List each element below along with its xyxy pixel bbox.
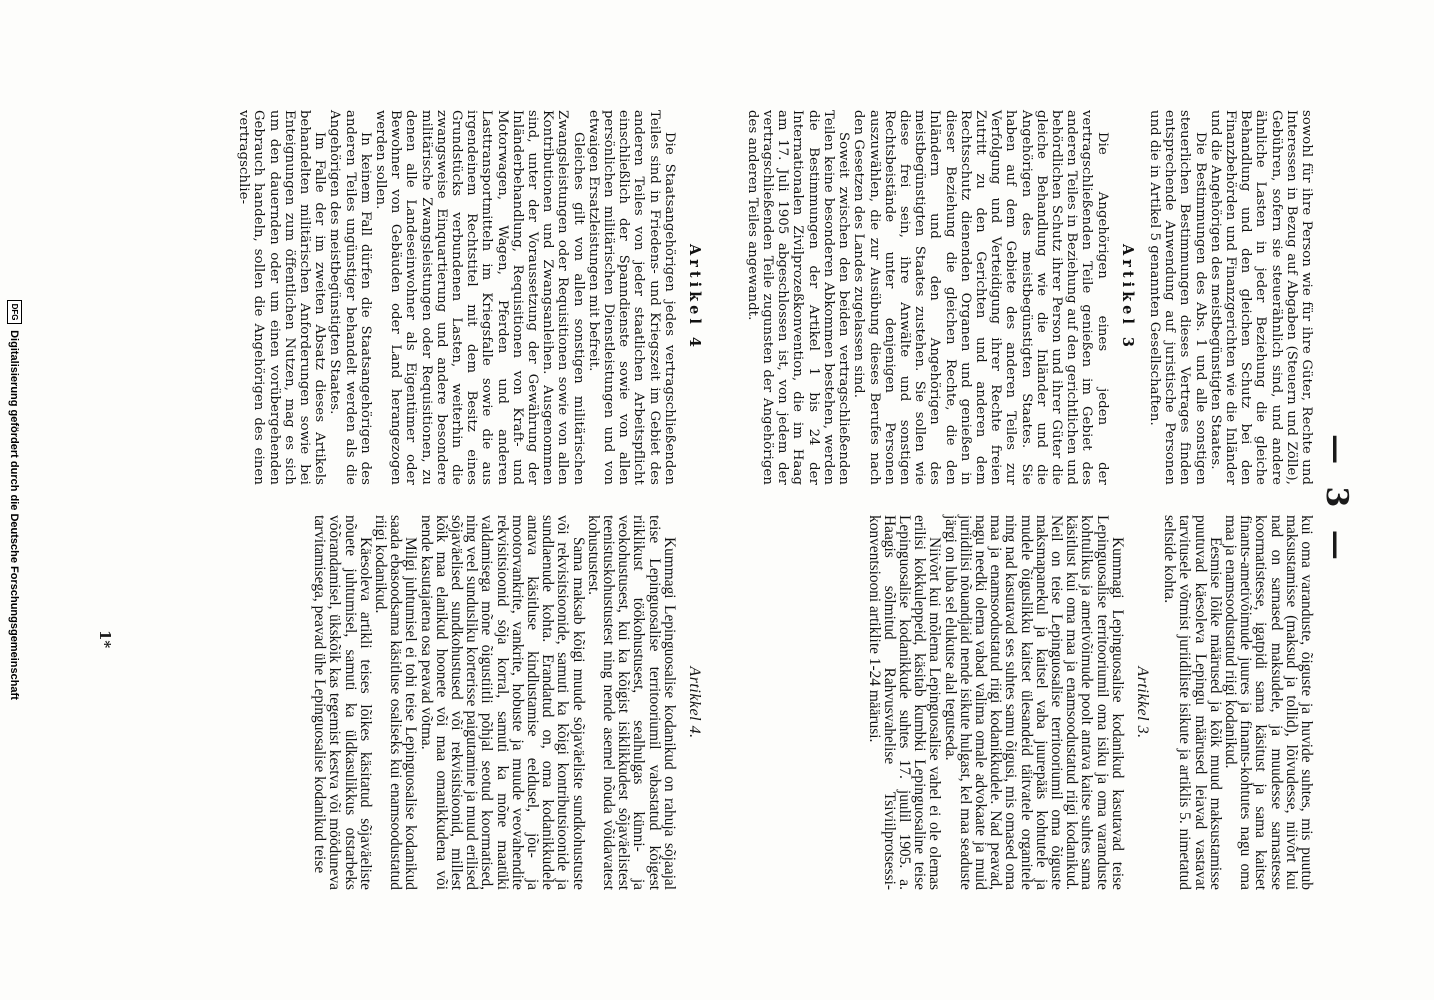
paragraph: Kummagi Lepinguosalise kodanikud on rahuja sõjaajal teise Lepinguosalise territooriumil vabastatud kõigest riiklikust töökohustusest, sealhulgas künni- ja veokohustusest, kui ka kõigist isiklikkudest sõjaväelistest teenistuskohustustest ning nende asemel nõuda võidavatest kohustustest.: [584, 515, 678, 890]
page-number: — 3 —: [1319, 434, 1354, 566]
paragraph: Die Staatsangehörigen jedes vertragschließenden Teiles sind in Friedens- und Kriegszeit im Gebiet des anderen Teiles von jeder staatlichen Arbeitspflicht einschließlich der Spanndienste sowie von allen persönlichen militärischen Dienstleistungen und von etwaigen Ersatzleistungen mit befreit.: [585, 110, 677, 485]
german-column-top: [744, 110, 1314, 485]
article-heading: Artikkel 3.: [1133, 666, 1151, 739]
dfg-logo-icon: DFG: [7, 300, 22, 324]
footer-text: Digitalisierung gefördert durch die Deutsche Forschungsgemeinschaft: [8, 330, 21, 700]
german-column-bottom: [114, 110, 714, 485]
article-heading: Artikel 3: [1118, 243, 1136, 351]
paragraph: In keinem Fall dürfen die Staatsangehörigen des anderen Teiles ungünstiger behandelt werden als die Angehörigen des meistbegünstigten Staates.: [327, 110, 373, 485]
paragraph: Im Falle der im zweiten Absatz dieses Artikels behandelten militärischen Anforderungen sowie bei Enteignungen zum öffentlichen Nutzen, mag es sich um den dauernden oder um einen vorübergehenden Gebrauch handeln, sollen die Angehörigen des einen vertragschlie-: [236, 110, 328, 485]
paragraph: Gleiches gilt von allen sonstigen militärischen Zwangsleistungen oder Requisitionen sowie von allen Kontributionen und Zwangsanleihen. Ausgenommen sind, unter der Voraussetzung der Gewährung der Inländerbehandlung, Requisitionen von Kraft- und Motorwagen, Wagen, Pferden und anderen Lasttransportmitteln im Kriegsfalle sowie die aus irgendeinem Rechtstitel mit dem Besitz eines Grundstücks verbundenen Lasten, weiterhin die zwangsweise Einquartierung und andere besondere militärische Zwangsleistungen oder Requisitionen, zu denen alle Landeseinwohner als Eigentümer oder Bewohner von Gebäuden oder Land herangezogen werden sollen.: [372, 110, 586, 485]
paragraph: Sama maksab kõigi muude sõjaväeliste sundkohustuste või rekvisitsioonide, samuti ka kõigi kontributsioonide ja sundlaenude kohta. Erandatud on, oma kodanikkudele antava käsitluse kindlustamise eeldusel, jõu- ja mootorvankrite, vankrite, hobuste ja muude veovahendite rekvisitsioonid sõja korral, samuti ka mõne maatüki valdamisega mõne õigustiitli põhjal seotud koormatised, ning veel sundusliku korterisse paigutamine ja muud erilised sõjaväelised sundkohustused või rekvisitsioonid, millest kõik maa elanikud hoonete või maa omanikkudena või nende kasutajatena osa peavad võtma.: [417, 515, 587, 890]
article-heading: Artikel 4: [686, 243, 703, 351]
paragraph: kui oma varanduste, õiguste ja huvide suhtes, mis puutub maksustamisse (maksud ja tollid), lõivudesse, niivõrt kui nad on sarnased maksudele, ja muudesse sarnastesse koormatistesse, igatpidi sama käsitust ja sama kaitset finants-ametivõimude juures ja finants-kohtutes nagu oma maa ja enamsoodustatud riigi kodanikud.: [1221, 515, 1315, 890]
sheet-signature-mark: 1*: [96, 630, 114, 649]
paragraph: Die Bestimmungen des Abs. 1 und alle sonstigen steuerlichen Bestimmungen dieses Vertrages finden entsprechende Anwendung auf juristische Personen und die in Artikel 5 genannten Gesellschaften.: [1146, 110, 1208, 485]
paragraph: Milgi juhtumisel ei tohi teise Lepinguosalise kodanikud saada ebasoodsama käsitluse osaliseks kui enamsoodustatud riigi kodanikud.: [371, 515, 420, 890]
paragraph: Kummagi Lepinguosalise kodanikud kasutavad teise Lepinguosalise territooriumil oma isiku ja oma varanduste kohtulikus ja ametivõimude poolt antava kaitse suhtes sama käsitlust kui oma maa ja enamsoodustatud riigi kodanikud. Neil on teise Lepinguosalise territooriumil oma õiguste maksmapanekul ja kaitsel vaba juurepääs kohtutele ja mudele õiguslikku kaitset ülesandeid täitvatele organitele ning nad kasutavad ses suhtes samu õigusi, mis omased oma maa ja enamsoodustatud riigi kodanikkudele. Nad peavad, nagu needki olema vabad valima omale advokaate ja muid juriidilisi nõuandjaid nende isikute hulgast, kel maa seaduste järgi on luba sel elukutse alal tegutseda.: [941, 515, 1126, 890]
paragraph: Soweit zwischen den beiden vertragschließenden Teilen keine besonderen Abkommen bestehen, werden die Bestimmungen der Artikel 1 bis 24 der Internationalen Zivilprozeßkonvention, die im Haag am 17. Juli 1905 abgeschlossen ist, von jedem der vertragschließenden Teile zugunsten der Angehörigen des anderen Teiles angewandt.: [744, 110, 852, 485]
paragraph: Niivõrt kui mõlema Lepinguosalise vahel ei ole olemas erilisi kokkuleppeid, käsitab kumbki Lepinguosaline teise Lepinguosalise kodanikkude suhtes 17. juulil 1905. a. Haagis sõlmitud Rahvusvahelise Tsiviilprotsessi-konventsiooni artiklite 1-24 määrusi.: [865, 515, 944, 890]
top-section: [744, 110, 1315, 890]
estonian-column-bottom: [114, 515, 714, 890]
paragraph: Käesoleva artikli teises lõikes käsitatud sõjaväeliste nõuete juhtumisel, samuti ka üldkasulikkus otstarbeks võõrandamisel, ükskõik kas tegemist kestva või mööduneva tarvitamisega, peavad ühe Lepinguosalise kodanikud teise: [311, 515, 374, 890]
estonian-column-top: [759, 515, 1314, 890]
paragraph: Eesmise lõike määrused ja kõik muud maksustamisse puutuvad käesoleva Lepingu määrused leiavad vastavat tarvitusele võtmist juriidiliste isikute ja artiklis 5. nimetatud seltside kohta.: [1161, 515, 1224, 890]
paragraph: sowohl für ihre Person wie für ihre Güter, Rechte und Interessen in Bezug auf Abgaben (Steuern und Zölle), Gebühren, sofern sie steuerähnlich sind, und andere ähnliche Lasten in jeder Beziehung die gleiche Behandlung und den gleichen Schutz bei den Finanzbehörden und Finanzgerichten wie die Inländer und die Angehörigen des meistbegünstigten Staates.: [1207, 110, 1314, 485]
digitization-footer: [7, 0, 22, 1000]
bottom-section: [114, 110, 714, 890]
article-heading: Artikkel 4.: [686, 666, 703, 739]
paragraph: Die Angehörigen eines jeden der vertragschließenden Teile genießen im Gebiet des anderen Teiles in Beziehung auf den gerichtlichen und behördlichen Schutz ihrer Person und ihrer Güter die gleiche Behandlung wie die Inländer und die Angehörigen des meistbegünstigten Staates. Sie haben auf dem Gebiete des anderen Teiles zur Verfolgung und Verteidigung ihrer Rechte freien Zutritt zu den Gerichten und anderen dem Rechtsschutz dienenden Organen und genießen in dieser Beziehung die gleichen Rechte, die den Inländern und den Angehörigen des meistbegünstigten Staates zustehen. Sie sollen wie diese frei sein, ihre Anwälte und sonstigen Rechtsbeistände unter denjenigen Personen auszuwählen, die zur Ausübung dieses Berufes nach den Gesetzen des Landes zugelassen sind.: [851, 110, 1110, 485]
